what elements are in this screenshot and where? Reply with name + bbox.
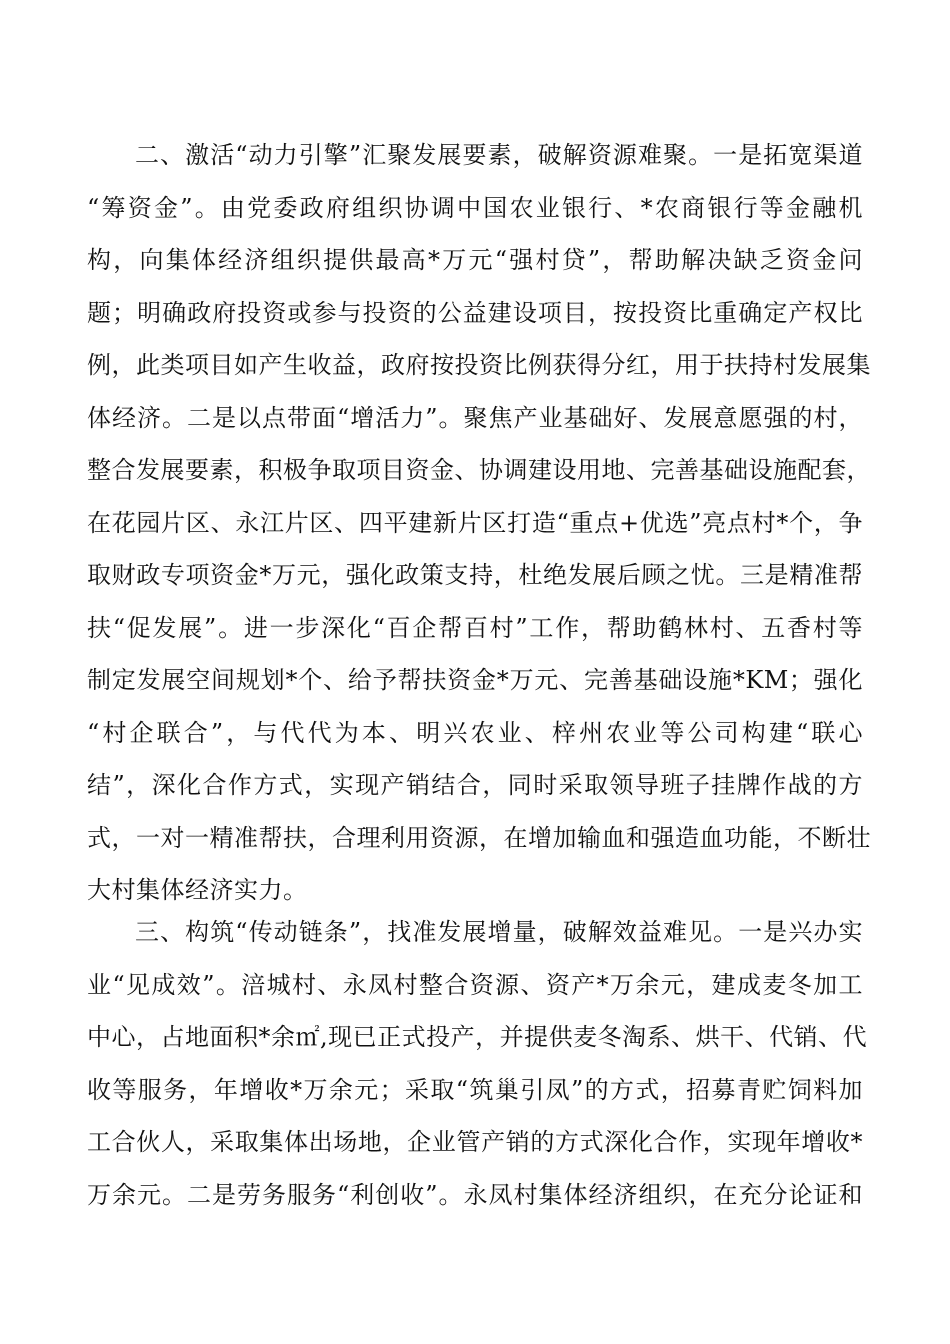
text-line: “筹资金”。由党委政府组织协调中国农业银行、*农商银行等金融机: [87, 193, 863, 222]
text-line: 在花园片区、永江片区、四平建新片区打造“重点+优选”亮点村*个，争: [87, 508, 863, 537]
text-line: 例，此类项目如产生收益，政府按投资比例获得分红，用于扶持村发展集: [87, 351, 871, 379]
text-line: 式，一对一精准帮扶，合理利用资源，在增加输血和强造血功能，不断壮: [87, 823, 871, 852]
text-line: 中心，占地面积*余㎡,现已正式投产，并提供麦冬淘系、烘干、代销、代: [87, 1023, 868, 1051]
text-line: 二、激活“动力引擎”汇聚发展要素，破解资源难聚。一是拓宽渠道: [135, 141, 863, 169]
text-line: 业“见成效”。涪城村、永凤村整合资源、资产*万余元，建成麦冬加工: [87, 970, 863, 999]
text-line: “村企联合”，与代代为本、明兴农业、梓州农业等公司构建“联心: [87, 718, 863, 747]
paragraph-two: [87, 129, 871, 917]
text-line: 构，向集体经济组织提供最高*万元“强村贷”，帮助解决缺乏资金问: [87, 246, 863, 274]
text-line: 工合伙人，采取集体出场地，企业管产销的方式深化合作，实现年增收*: [87, 1128, 863, 1156]
text-line: 结”，深化合作方式，实现产销结合，同时采取领导班子挂牌作战的方: [87, 771, 863, 799]
paragraph-three: [87, 906, 868, 1221]
text-line: 大村集体经济实力。: [87, 876, 308, 904]
text-line: 整合发展要素，积极争取项目资金、协调建设用地、完善基础设施配套，: [87, 456, 871, 484]
text-line: 收等服务，年增收*万余元；采取“筑巢引凤”的方式，招募青贮饲料加: [87, 1075, 863, 1104]
text-line: 题；明确政府投资或参与投资的公益建设项目，按投资比重确定产权比: [87, 298, 863, 327]
text-line: 三、构筑“传动链条”，找准发展增量，破解效益难见。一是兴办实: [135, 918, 863, 946]
text-line: 制定发展空间规划*个、给予帮扶资金*万元、完善基础设施*KM；强化: [87, 666, 863, 694]
text-line: 取财政专项资金*万元，强化政策支持，杜绝发展后顾之忧。三是精准帮: [87, 561, 863, 589]
text-line: 万余元。二是劳务服务“利创收”。永凤村集体经济组织，在充分论证和: [87, 1180, 863, 1209]
text-line: 扶“促发展”。进一步深化“百企帮百村”工作，帮助鹤林村、五香村等: [87, 613, 863, 642]
text-line: 体经济。二是以点带面“增活力”。聚焦产业基础好、发展意愿强的村，: [87, 403, 863, 432]
